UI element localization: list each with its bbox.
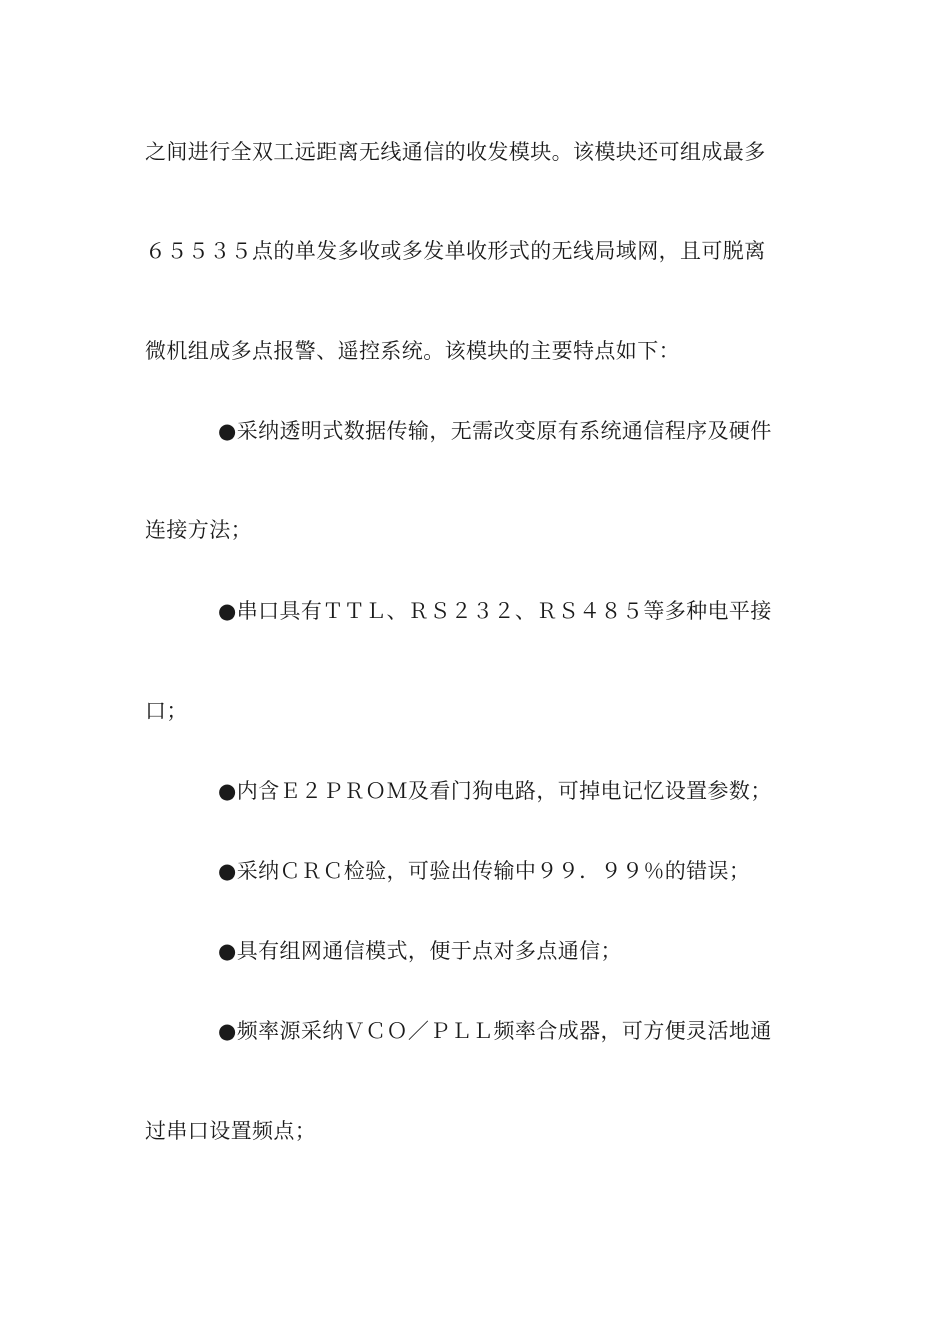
bullet-continuation: 口； bbox=[145, 699, 188, 723]
bullet-item: ●频率源采纳ＶＣＯ／ＰＬＬ频率合成器，可方便灵活地通 bbox=[218, 1019, 772, 1043]
bullet-continuation: 连接方法； bbox=[145, 518, 252, 542]
bullet-item: ●串口具有ＴＴＬ、ＲＳ２３２、ＲＳ４８５等多种电平接 bbox=[218, 599, 772, 623]
bullet-item: ●采纳ＣＲＣ检验，可验出传输中９９．９９％的错误； bbox=[218, 859, 751, 883]
bullet-item: ●内含Ｅ２ＰＲＯＭ及看门狗电路，可掉电记忆设置参数； bbox=[218, 779, 772, 803]
bullet-item: ●具有组网通信模式，便于点对多点通信； bbox=[218, 939, 622, 963]
bullet-item: ●采纳透明式数据传输，无需改变原有系统通信程序及硬件 bbox=[218, 419, 772, 443]
paragraph-line: ６５５３５点的单发多收或多发单收形式的无线局域网，且可脱离 bbox=[145, 239, 766, 263]
paragraph-line: 微机组成多点报警、遥控系统。该模块的主要特点如下： bbox=[145, 339, 680, 363]
paragraph-line: 之间进行全双工远距离无线通信的收发模块。该模块还可组成最多 bbox=[145, 140, 766, 164]
bullet-continuation: 过串口设置频点； bbox=[145, 1119, 317, 1143]
